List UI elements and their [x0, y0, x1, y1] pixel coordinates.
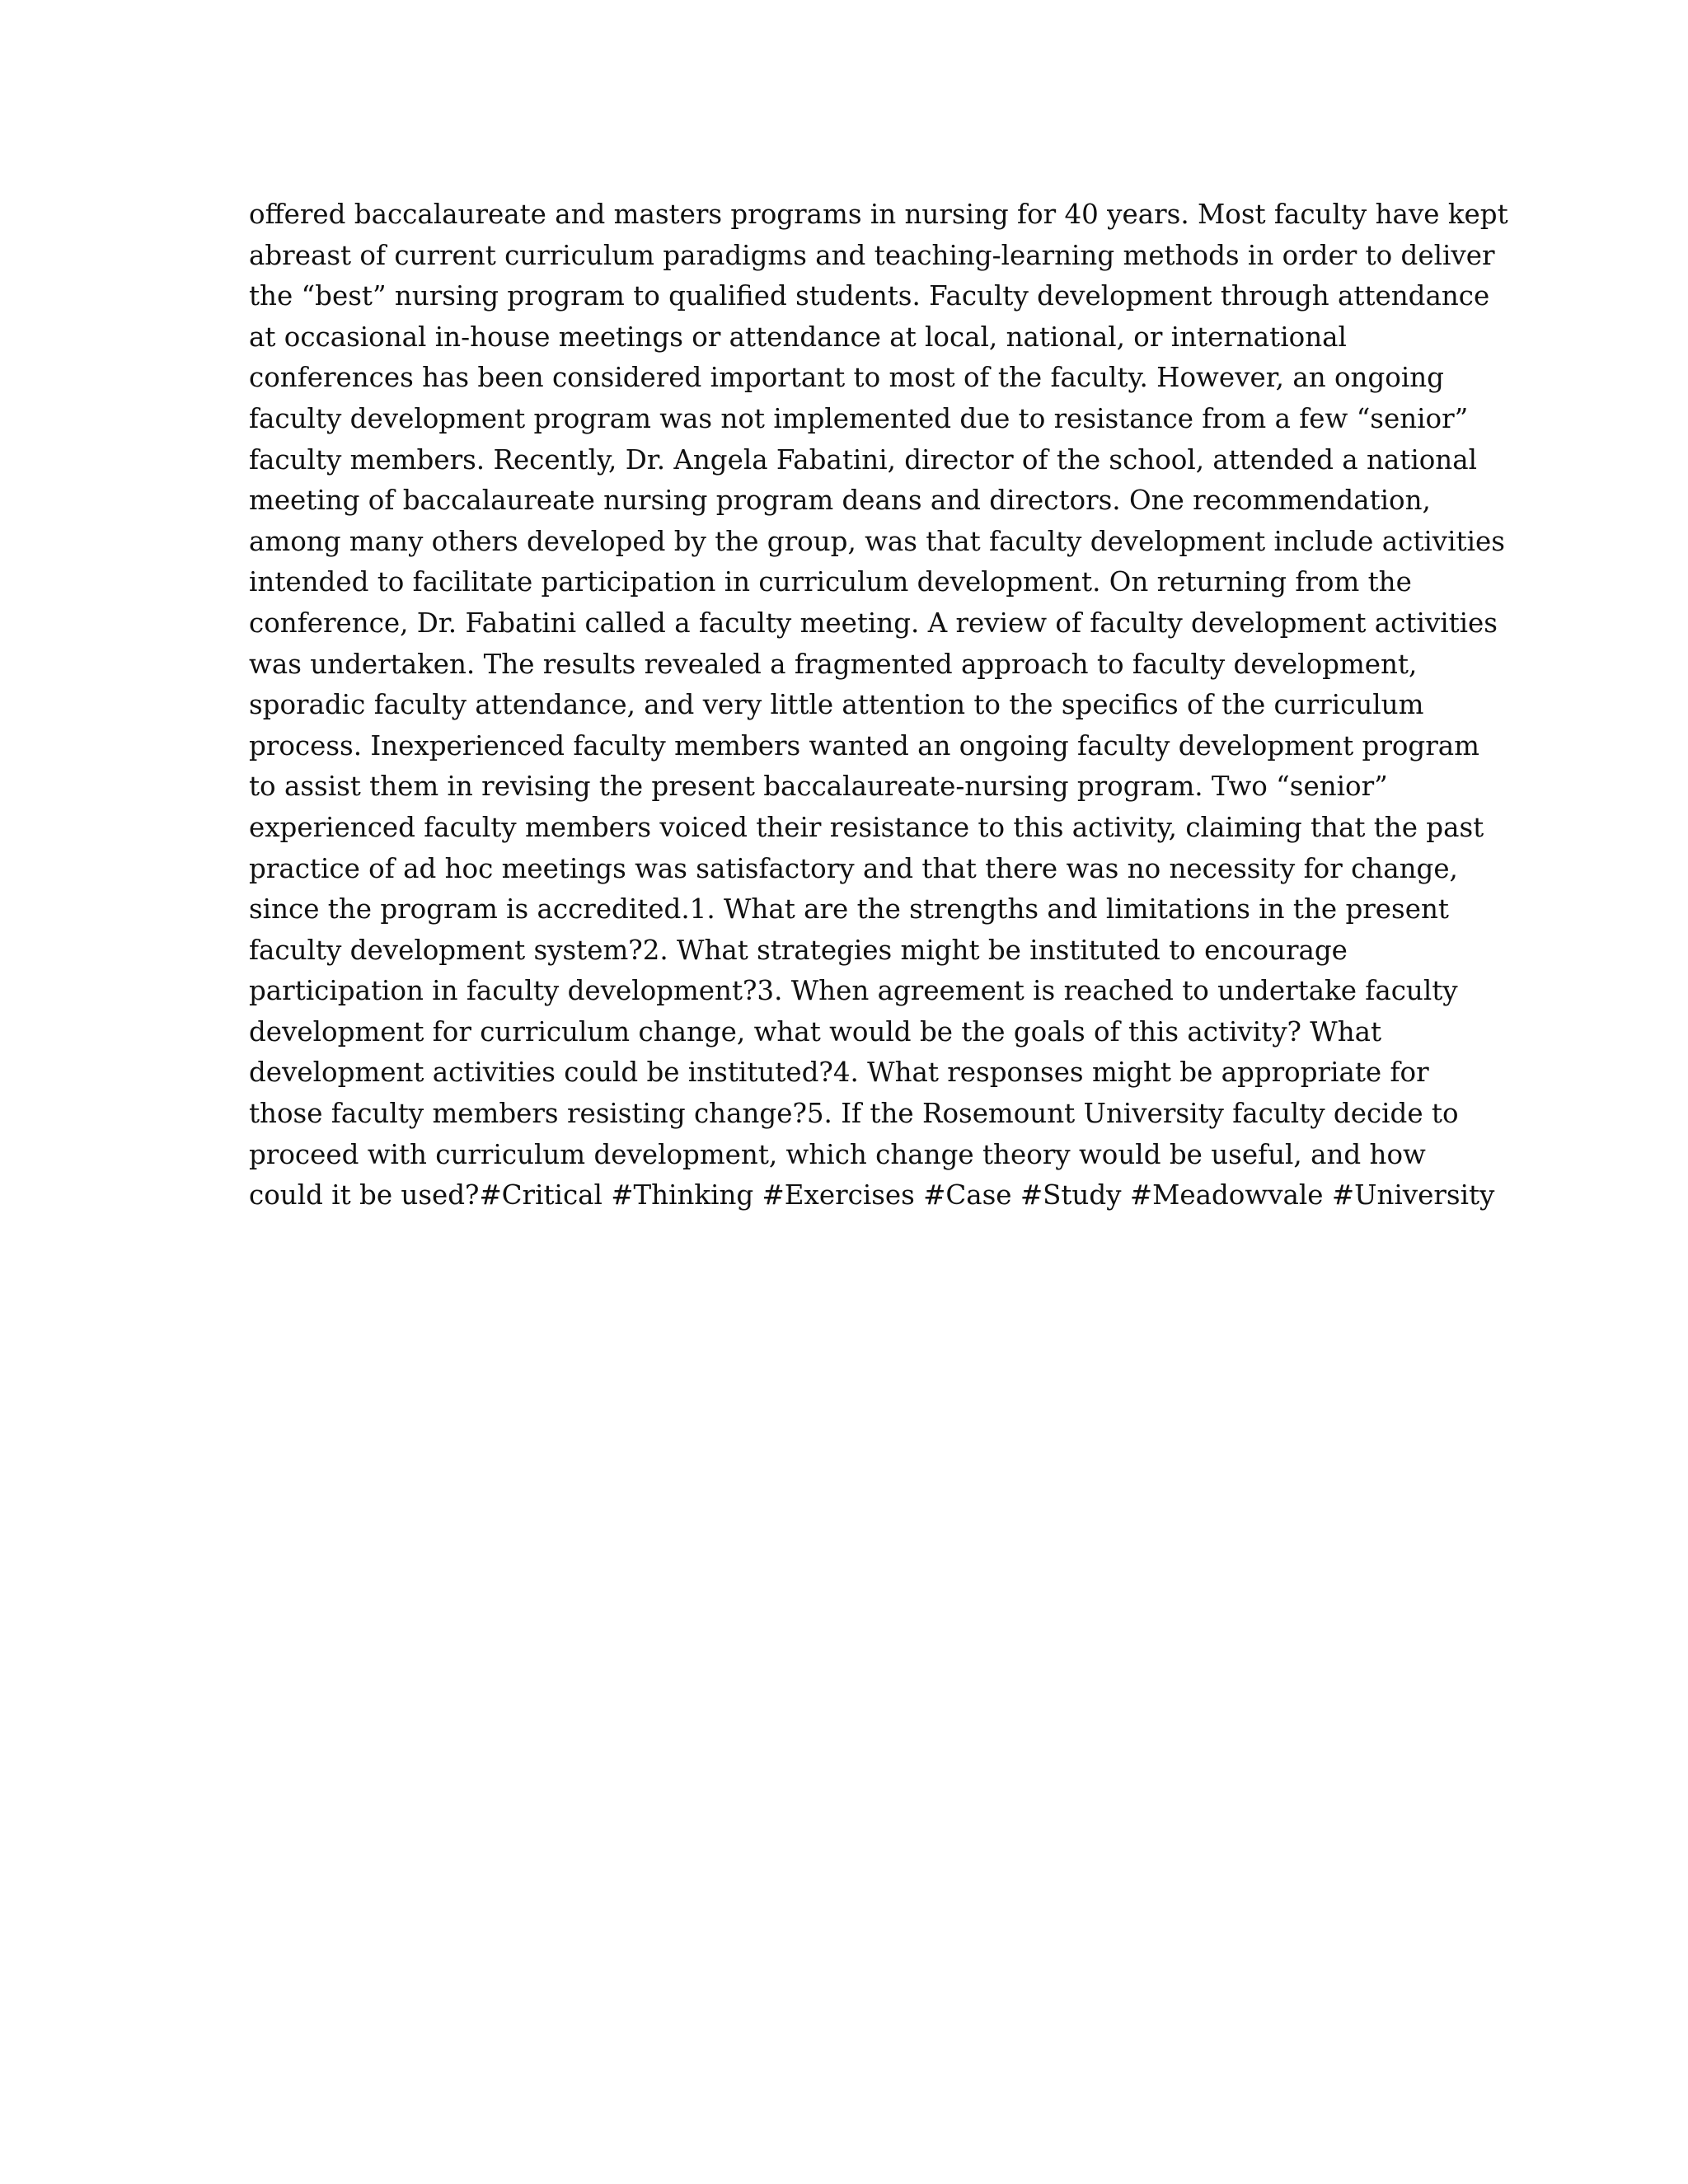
text-line: sporadic faculty attendance, and very little attention to the specifics of the curriculum: [249, 689, 1424, 721]
text-line: offered baccalaureate and masters programs in nursing for 40 years. Most faculty have kept: [249, 199, 1508, 230]
text-line: development activities could be instituted?4. What responses might be appropriate for: [249, 1057, 1429, 1089]
text-line: process. Inexperienced faculty members wanted an ongoing faculty development program: [249, 729, 1479, 762]
text-line: faculty members. Recently, Dr. Angela Fabatini, director of the school, attended a national: [249, 443, 1477, 476]
text-line: at occasional in-house meetings or attendance at local, national, or international: [249, 321, 1347, 353]
text-line: development for curriculum change, what would be the goals of this activity? What: [249, 1015, 1382, 1047]
text-line: intended to facilitate participation in curriculum development. On returning from the: [249, 566, 1412, 598]
text-line: abreast of current curriculum paradigms and teaching-learning methods in order to deliver: [249, 239, 1495, 271]
text-line: could it be used?#Critical #Thinking #Exercises #Case #Study #Meadowvale #University: [249, 1179, 1495, 1212]
text-line: since the program is accredited.1. What are the strengths and limitations in the present: [249, 893, 1449, 926]
text-line: conferences has been considered important to most of the faculty. However, an ongoing: [249, 362, 1444, 394]
text-line: conference, Dr. Fabatini called a faculty meeting. A review of faculty development activities: [249, 607, 1498, 639]
text-line: among many others developed by the group, was that faculty development include activities: [249, 525, 1505, 557]
text-line: those faculty members resisting change?5. If the Rosemount University faculty decide to: [249, 1098, 1459, 1130]
text-line: proceed with curriculum development, which change theory would be useful, and how: [249, 1138, 1426, 1170]
text-line: the “best” nursing program to qualified students. Faculty development through attendance: [249, 280, 1490, 312]
text-line: to assist them in revising the present baccalaureate-nursing program. Two “senior”: [249, 771, 1388, 803]
text-line: was undertaken. The results revealed a fragmented approach to faculty development,: [249, 648, 1418, 680]
body-text: [249, 194, 1508, 1216]
text-line: participation in faculty development?3. When agreement is reached to undertake faculty: [249, 975, 1458, 1007]
text-line: experienced faculty members voiced their resistance to this activity, claiming that the past: [249, 811, 1484, 843]
text-line: faculty development system?2. What strategies might be instituted to encourage: [249, 934, 1348, 966]
text-line: meeting of baccalaureate nursing program deans and directors. One recommendation,: [249, 485, 1431, 517]
text-line: faculty development program was not implemented due to resistance from a few “senior”: [249, 402, 1469, 434]
text-line: practice of ad hoc meetings was satisfactory and that there was no necessity for change,: [249, 852, 1458, 884]
